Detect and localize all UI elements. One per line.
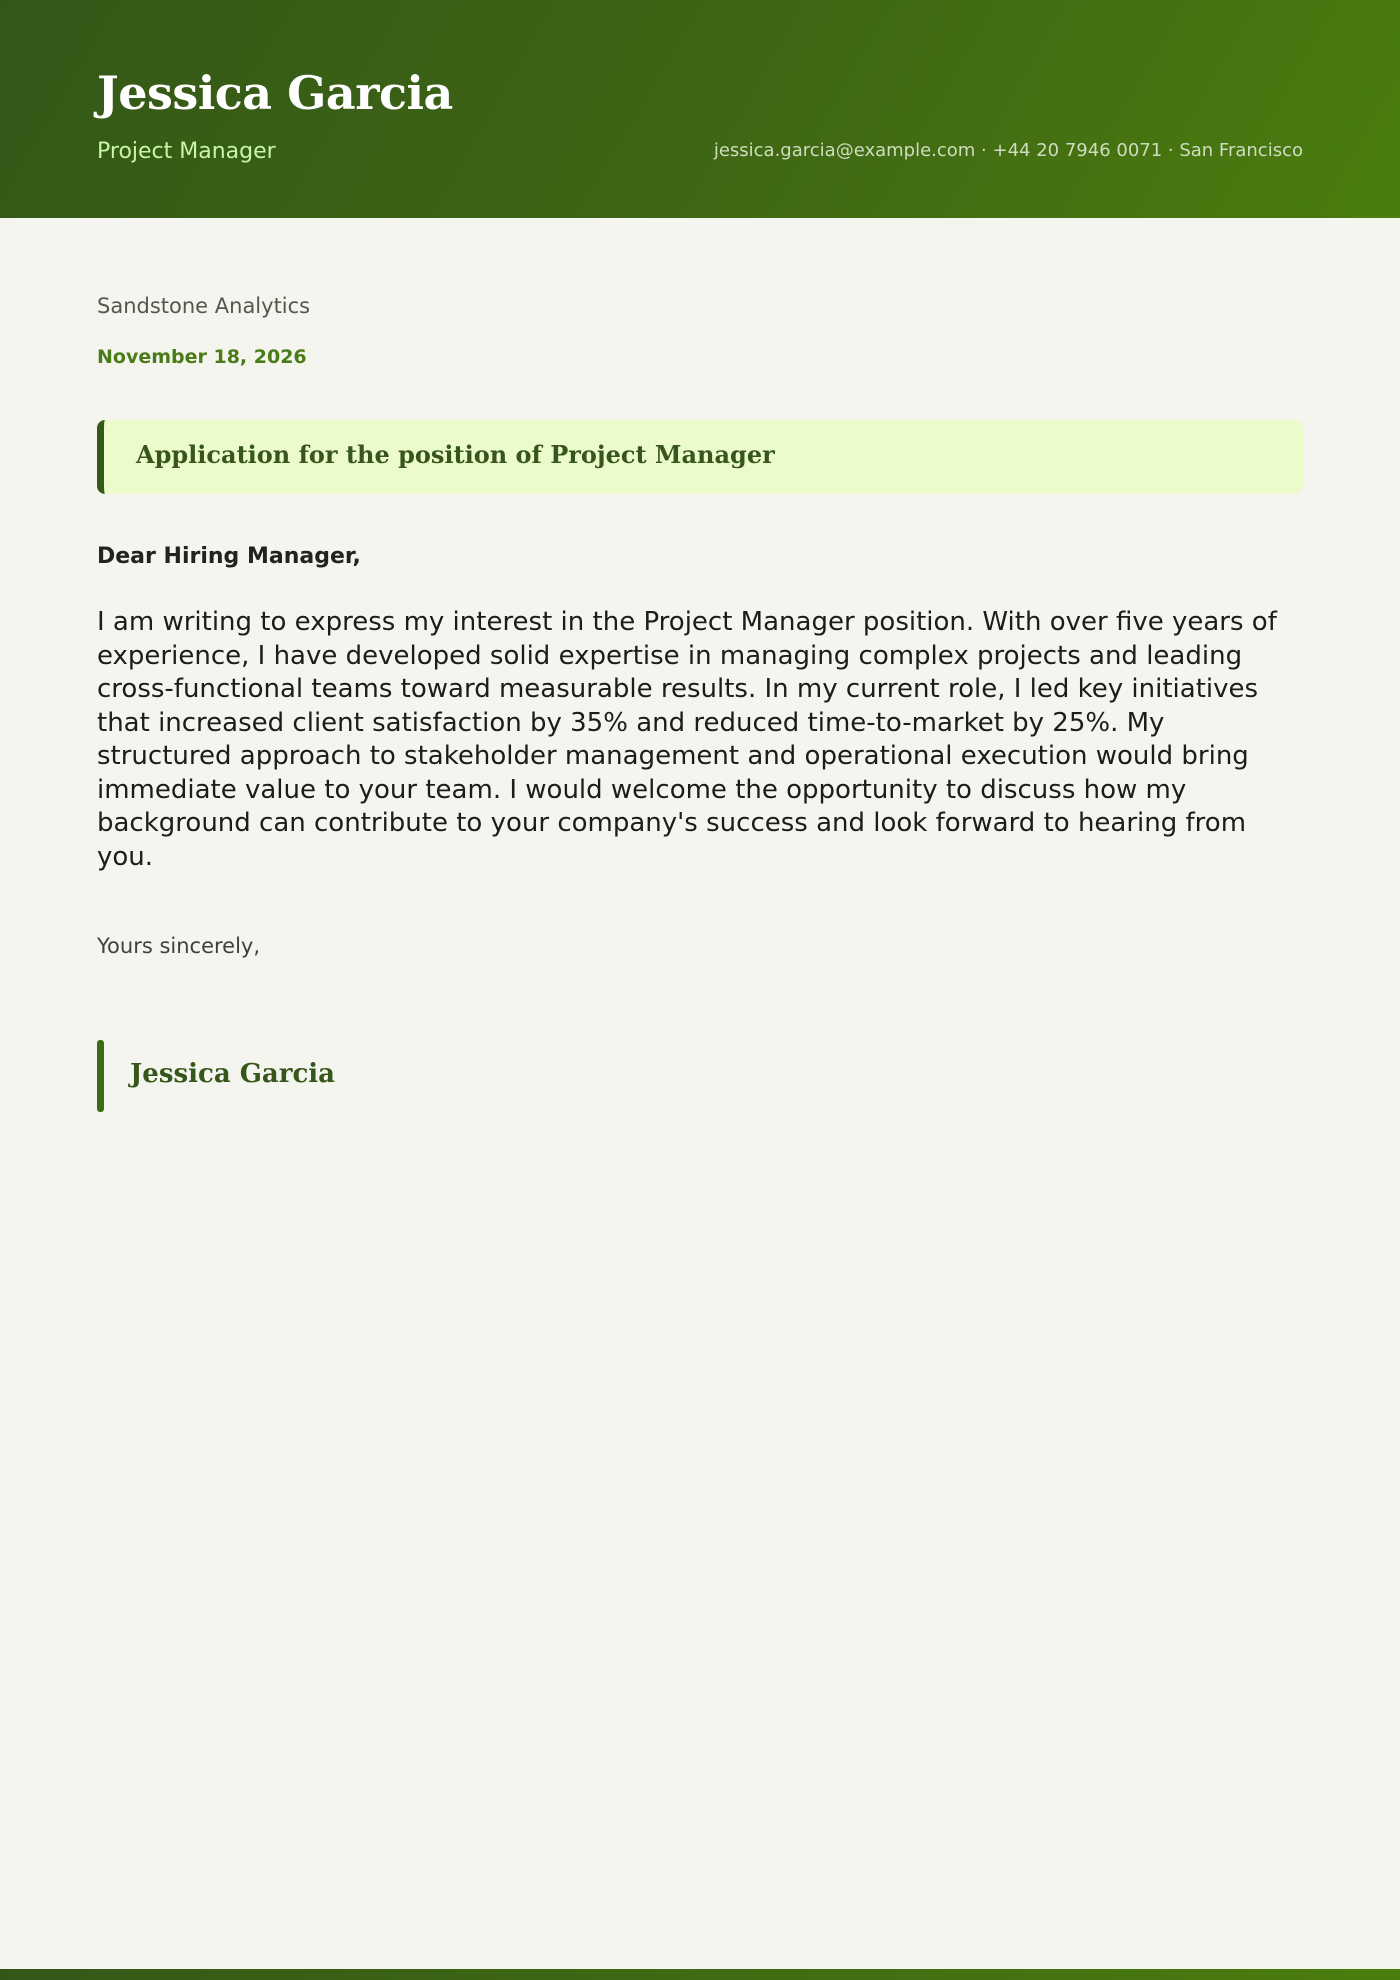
signature-name: Jessica Garcia xyxy=(130,1059,336,1089)
header-name: Jessica Garcia xyxy=(97,66,453,120)
subject-line: Application for the position of Project Manager xyxy=(136,440,775,469)
greeting: Dear Hiring Manager, xyxy=(97,544,361,569)
letter-header xyxy=(0,0,1400,218)
closing: Yours sincerely, xyxy=(97,934,261,958)
letter-body: I am writing to express my interest in the Project Manager position. With over five years of experience, I have developed solid expertise in managing complex projects and leading cross-functional teams toward measurable results. In my current role, I led key initiatives that increased client satisfaction by 35% and reduced time-to-market by 25%. My structured approach to stakeholder management and operational execution would bring immediate value to your team. I would welcome the opportunity to discuss how my background can contribute to your company's success and look forward to hearing from you. xyxy=(97,607,1277,872)
letter-date: November 18, 2026 xyxy=(97,346,307,368)
header-role: Project Manager xyxy=(97,139,276,164)
subject-box xyxy=(97,420,1303,494)
header-contact: jessica.garcia@example.com · +44 20 7946 0071 · San Francisco xyxy=(713,140,1303,161)
signature-accent-bar xyxy=(97,1040,104,1112)
recipient-company: Sandstone Analytics xyxy=(97,294,311,318)
footer-accent-bar xyxy=(0,1969,1400,1980)
